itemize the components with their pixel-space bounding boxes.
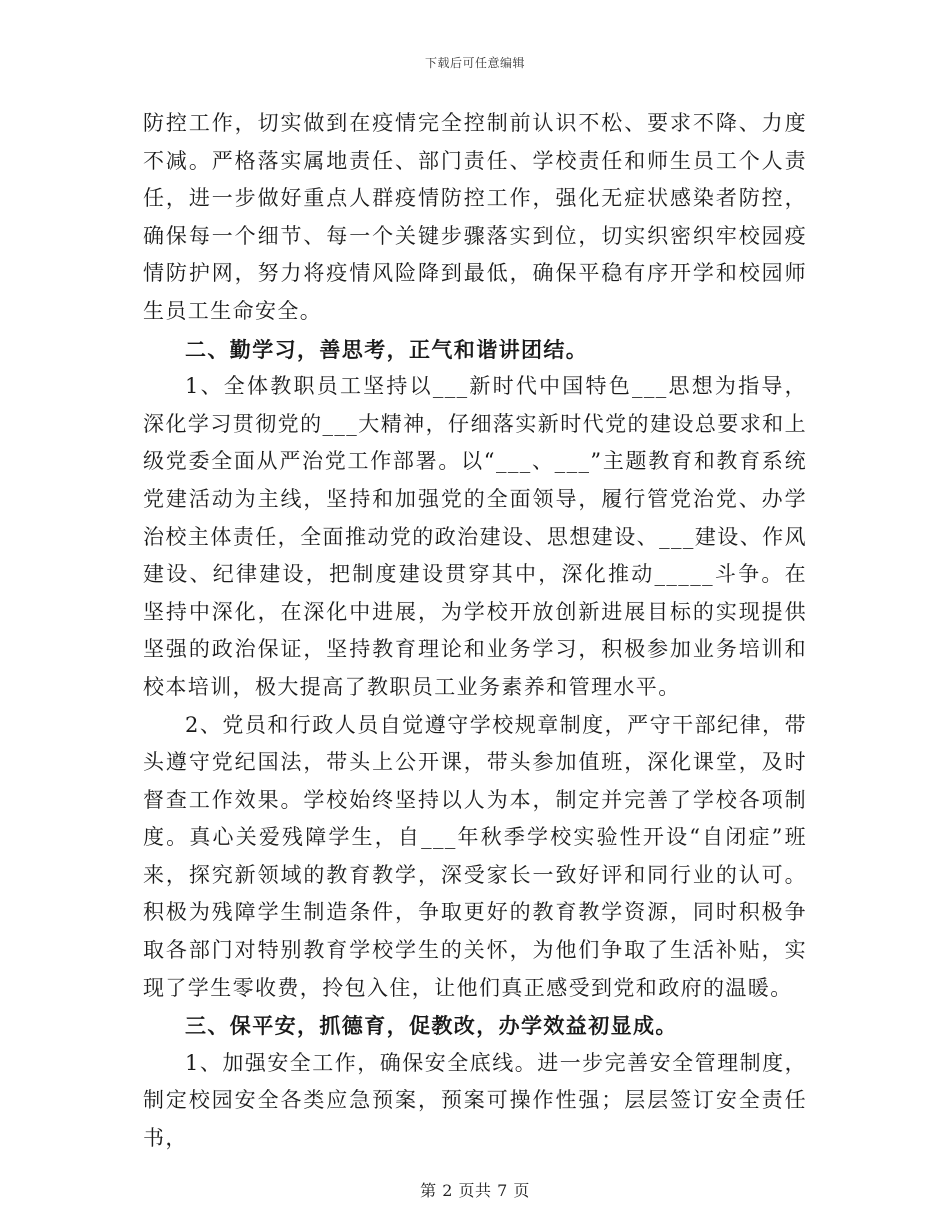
paragraph-study-1: 1、全体教职员工坚持以___新时代中国特色___思想为指导，深化学习贯彻党的___大精神，仔细落实新时代党的建设总要求和上级党委全面从严治党工作部署。以“___、___”主题教育和教育系统党建活动为主线，坚持和加强党的全面领导，履行管党治党、办学治校主体责任，全面推动党的政治建设、思想建设、___建设、作风建设、纪律建设，把制度建设贯穿其中，深化推动_____斗争。在坚持中深化，在深化中进展，为学校开放创新进展目标的实现提供坚强的政治保证，坚持教育理论和业务学习，积极参加业务培训和校本培训，极大提高了教职员工业务素养和管理水平。: [143, 374, 807, 699]
paragraph-study-2: 2、党员和行政人员自觉遵守学校规章制度，严守干部纪律，带头遵守党纪国法，带头上公开课，带头参加值班，深化课堂，及时督查工作效果。学校始终坚持以人为本，制定并完善了学校各项制度。真心关爱残障学生，自___年秋季学校实验性开设“自闭症”班来，探究新领域的教育教学，深受家长一致好评和同行业的认可。积极为残障学生制造条件，争取更好的教育教学资源，同时积极争取各部门对特别教育学校学生的关怀，为他们争取了生活补贴，实现了学生零收费，拎包入住，让他们真正感受到党和政府的温暖。: [143, 712, 807, 1000]
section-heading-2: 二、勤学习，善思考，正气和谐讲团结。: [185, 336, 589, 362]
paragraph-safety-1: 1、加强安全工作，确保安全底线。进一步完善安全管理制度，制定校园安全各类应急预案，预案可操作性强；层层签订安全责任书，: [143, 1050, 807, 1151]
section-heading-3: 三、保平安，抓德育，促教改，办学效益初显成。: [185, 1013, 678, 1039]
page-number: 第 2 页共 7 页: [420, 1181, 530, 1200]
paragraph-epidemic-control: 防控工作，切实做到在疫情完全控制前认识不松、要求不降、力度不减。严格落实属地责任、部门责任、学校责任和师生员工个人责任，进一步做好重点人群疫情防控工作，强化无症状感染者防控，确保每一个细节、每一个关键步骤落实到位，切实织密织牢校园疫情防护网，努力将疫情风险降到最低，确保平稳有序开学和校园师生员工生命安全。: [143, 111, 807, 323]
page-header: 下载后可任意编辑: [424, 56, 525, 70]
document-body: [143, 105, 807, 1158]
